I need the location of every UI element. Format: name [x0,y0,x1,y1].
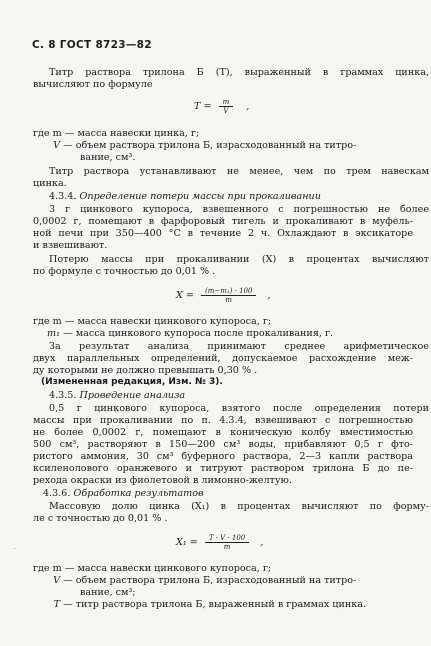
paragraph-line: 0,5 г цинкового купороса, взятого после определения потери [49,403,429,414]
formula-denominator: m [223,543,231,551]
formula-denominator: V [223,107,229,115]
definition-symbol: m₁ [47,328,60,339]
formula-fraction [219,98,234,115]
formula-tail: , [246,101,250,112]
section-number: 4.3.6. [43,488,71,499]
definition-continuation: вание, см³; [80,587,136,598]
definition-line: где m — масса навески цинкового купороса, г; [33,563,272,574]
section-heading-4-3-6 [43,488,423,499]
paragraph-line: 0,0002 г, помещают в фарфоровый тигель и прокаливают в муфель- [33,216,413,227]
definition-row [38,140,418,151]
formula-lhs: T = [194,101,212,112]
paragraph-line: не более 0,0002 г, помещают в коническую колбу вместимостью [33,427,413,438]
paragraph-line: ле с точностью до 0,01 % . [33,513,168,524]
definition-row [38,599,418,610]
section-heading-4-3-5 [49,390,429,401]
definition-symbol: V [53,575,60,586]
formula-denominator: m [225,296,233,304]
paragraph-line: ду которыми не должно превышать 0,30 % . [33,365,258,376]
paragraph-line: вычисляют по формуле [33,79,153,90]
formula-numerator: (m−m₁) · 100 [201,287,256,296]
formula-tail: , [260,537,264,548]
paragraph-line: Массовую долю цинка (X₁) в процентах вычисляют по форму- [49,501,429,512]
paragraph-line: и взвешивают. [33,240,108,251]
scan-speck: · [14,545,17,553]
section-title: Обработка результатов [73,488,204,499]
paragraph-line: ристого аммония, 30 см³ буферного раствора, 2—3 капли раствора [33,451,413,462]
section-title: Проведение анализа [79,390,186,401]
paragraph-line: 500 см³, растворяют в 150—200 см³ воды, прибавляют 0,5 г фто- [33,439,413,450]
formula-mass-loss [176,287,271,304]
definition-line: где m — масса навески цинка, г; [33,128,200,139]
formula-titer [194,98,249,115]
paragraph-line: ной печи при 350—400 °С в течение 2 ч. Охлаждают в эксикаторе [33,228,413,239]
definition-continuation: вание, см³. [80,152,136,163]
definition-text: — объем раствора трилона Б, израсходованный на титро- [63,575,357,586]
definition-text: — объем раствора трилона Б, израсходованный на титро- [63,140,357,151]
formula-fraction [205,534,249,551]
paragraph-line: Титр раствора устанавливают не менее, чем по трем навескам [49,166,429,177]
definition-symbol: V [53,140,60,151]
formula-numerator: m [219,98,234,107]
paragraph-line: двух параллельных определений, допускаемое расхождение меж- [33,353,413,364]
page-header: С. 8 ГОСТ 8723—82 [32,39,152,51]
section-title: Определение потери массы при прокаливании [79,191,321,202]
definition-text: — титр раствора трилона Б, выраженный в граммах цинка. [63,599,366,610]
formula-lhs: X₁ = [176,537,198,548]
paragraph-line: 3 г цинкового купороса, взвешенного с погрешностью не более [49,204,429,215]
formula-tail: , [267,290,271,301]
definition-symbol: T [53,599,60,610]
section-number: 4.3.4. [49,191,77,202]
paragraph-line: За результат анализа принимают среднее арифметическое [49,341,429,352]
paragraph-line: рехода окраски из фиолетовой в лимонно-желтую. [33,475,292,486]
section-heading-4-3-4 [49,191,429,202]
paragraph-line: ксиленолового оранжевого и титруют раствором трилона Б до пе- [33,463,413,474]
formula-lhs: X = [176,290,194,301]
formula-zinc-fraction [176,534,263,551]
formula-numerator: T · V · 100 [205,534,249,543]
definition-text: — масса цинкового купороса после прокаливания, г. [63,328,334,339]
paragraph-line: по формуле с точностью до 0,01 % . [33,266,216,277]
definition-row [38,575,418,586]
paragraph-line: массы при прокаливании по п. 4.3.4, взвешивают с погрешностью [33,415,413,426]
formula-fraction [201,287,256,304]
paragraph-line: Потерю массы при прокаливании (X) в процентах вычисляют [49,254,429,265]
amendment-note: (Измененная редакция, Изм. № 3). [41,377,223,387]
definition-row [38,328,418,339]
definition-line: где m — масса навески цинкового купороса, г; [33,316,272,327]
section-number: 4.3.5. [49,390,77,401]
paragraph-line: Титр раствора трилона Б (T), выраженный в граммах цинка, [49,67,429,78]
paragraph-line: цинка. [33,178,67,189]
